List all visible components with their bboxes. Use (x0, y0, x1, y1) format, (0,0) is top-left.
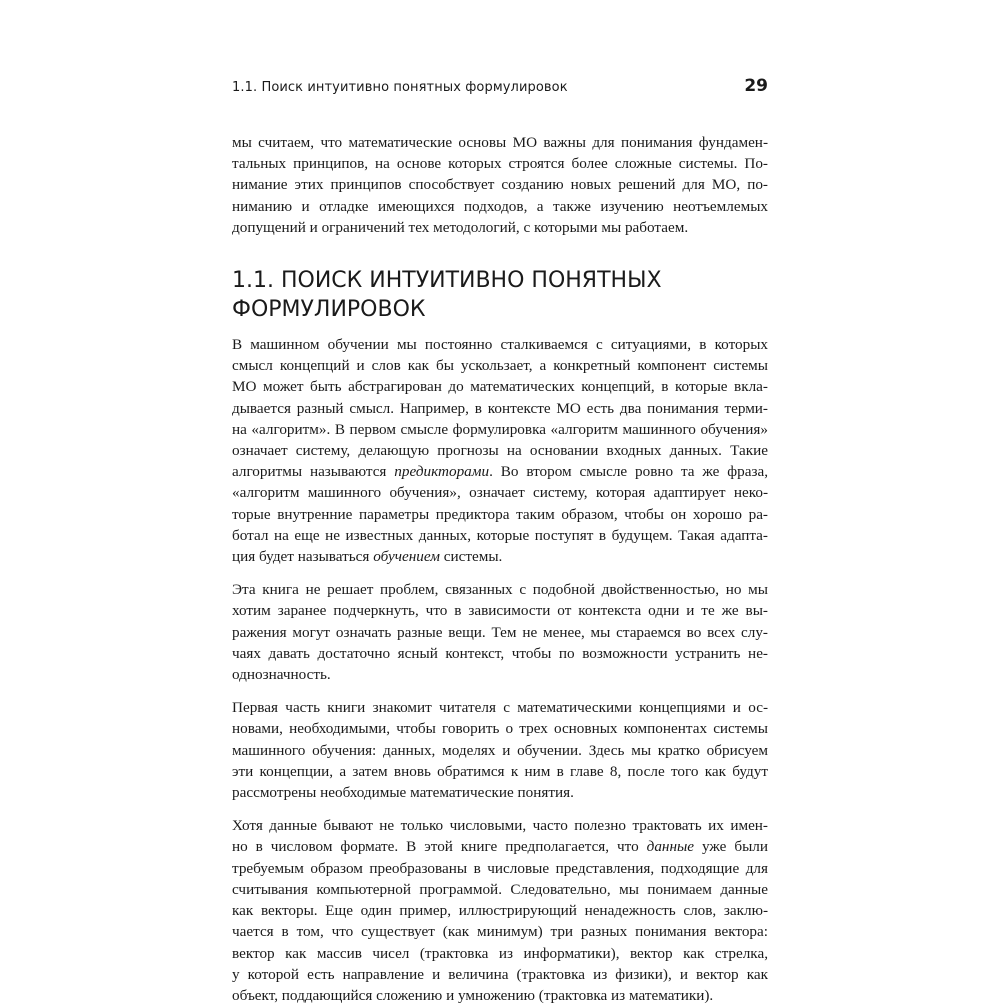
text-line: нимание этих принципов способствует созданию новых решений для МО, по- (232, 176, 768, 194)
text-line: тальных принципов, на основе которых строятся более сложные системы. По- (232, 155, 768, 173)
text-fragment: системы. (439, 548, 503, 566)
text-line: В машинном обучении мы постоянно сталкиваемся с ситуациями, в которых (232, 336, 768, 354)
text-line: машинного обучения: данных, моделях и обучении. Здесь мы кратко обрисуем (232, 741, 768, 759)
text-fragment: уже были (694, 838, 768, 856)
text-line (232, 461, 768, 482)
text-line (232, 836, 768, 857)
section-heading-line: 1.1. ПОИСК ИНТУИТИВНО ПОНЯТНЫХ (232, 268, 662, 294)
text-line: у которой есть направление и величина (трактовка из физики), и вектор как (232, 965, 768, 983)
text-line: чаях давать достаточно ясный контекст, чтобы по возможности устранить не- (232, 644, 768, 662)
text-line: объект, поддающийся сложению и умножению (трактовка из математики). (232, 986, 714, 1004)
text-line: считывания компьютерной программой. Следовательно, мы понимаем данные (232, 880, 768, 898)
text-line: ражения могут означать разные вещи. Тем не менее, мы стараемся во всех слу- (232, 623, 768, 641)
text-fragment: . Во втором смысле ровно та же фраза, (489, 463, 769, 481)
text-line: как векторы. Еще один пример, иллюстрирующий ненадежность слов, заклю- (232, 902, 768, 920)
paragraph-book-part-one (232, 697, 768, 803)
text-line: торые внутренние параметры предиктора таким образом, чтобы он хорошо ра- (232, 505, 768, 523)
text-line: «алгоритм машинного обучения», означает систему, которая адаптирует неко- (232, 484, 768, 502)
running-head-title: 1.1. Поиск интуитивно понятных формулировок (232, 80, 568, 95)
text-line: МО может быть абстрагирован до математических концепций, в которые вкла- (232, 378, 768, 396)
text-line: эти концепции, а затем вновь обратимся к ним в главе 8, после того как будут (232, 762, 768, 780)
text-line: новами, необходимыми, чтобы говорить о трех основных компонентах системы (232, 720, 768, 738)
intro-paragraph (232, 132, 768, 238)
page-number: 29 (744, 76, 768, 96)
section-heading-line: ФОРМУЛИРОВОК (232, 297, 426, 323)
text-line: Хотя данные бывают не только числовыми, часто полезно трактовать их имен- (232, 817, 768, 835)
paragraph-ambiguity (232, 579, 768, 685)
text-line: означает систему, делающую прогнозы на основании входных данных. Такие (232, 442, 768, 460)
section-heading (232, 266, 768, 324)
text-line: Первая часть книги знакомит читателя с математическими концепциями и ос- (232, 699, 768, 717)
emphasis-term-predictors: предикторами (394, 463, 490, 481)
text-line: рассмотрены необходимые математические понятия. (232, 784, 574, 802)
text-fragment: но в числовом формате. В этой книге предполагается, что (232, 838, 647, 856)
text-line: на «алгоритм». В первом смысле формулировка «алгоритм машинного обучения» (232, 420, 768, 438)
text-line: дывается разный смысл. Например, в контексте МО есть два понимания терми- (232, 399, 768, 417)
text-line: ботал на еще не известных данных, которые поступят в будущем. Такая адапта- (232, 526, 768, 544)
text-line: чается в том, что существует (как минимум) три разных понимания вектора: (232, 923, 768, 941)
emphasis-term-training: обучением (373, 548, 440, 566)
text-fragment: ция будет называться (232, 548, 374, 566)
text-line: требуемым образом преобразованы в числовые представления, подходящие для (232, 859, 768, 877)
book-page (232, 0, 769, 1004)
text-line: допущений и ограничений тех методологий, с которыми мы работаем. (232, 218, 689, 236)
text-line: ниманию и отладке имеющихся подходов, а также изучению неотъемлемых (232, 197, 768, 215)
paragraph-data-vectors (232, 815, 768, 1006)
emphasis-term-data: данные (646, 838, 695, 856)
paragraph-algorithm (232, 334, 768, 567)
running-head (232, 78, 768, 100)
text-line: Эта книга не решает проблем, связанных с подобной двойственностью, но мы (232, 581, 768, 599)
text-line: однозначность. (232, 666, 331, 684)
text-line: смысл концепций и слов как бы ускользает, а конкретный компонент системы (232, 357, 768, 375)
text-line: вектор как массив чисел (трактовка из информатики), вектор как стрелка, (232, 944, 768, 962)
text-line (232, 546, 768, 567)
text-line: мы считаем, что математические основы МО важны для понимания фундамен- (232, 134, 768, 151)
text-fragment: алгоритмы называются (232, 463, 395, 481)
text-line: хотим заранее подчеркнуть, что в зависимости от контекста одни и те же вы- (232, 602, 768, 620)
page-content (232, 132, 768, 1006)
